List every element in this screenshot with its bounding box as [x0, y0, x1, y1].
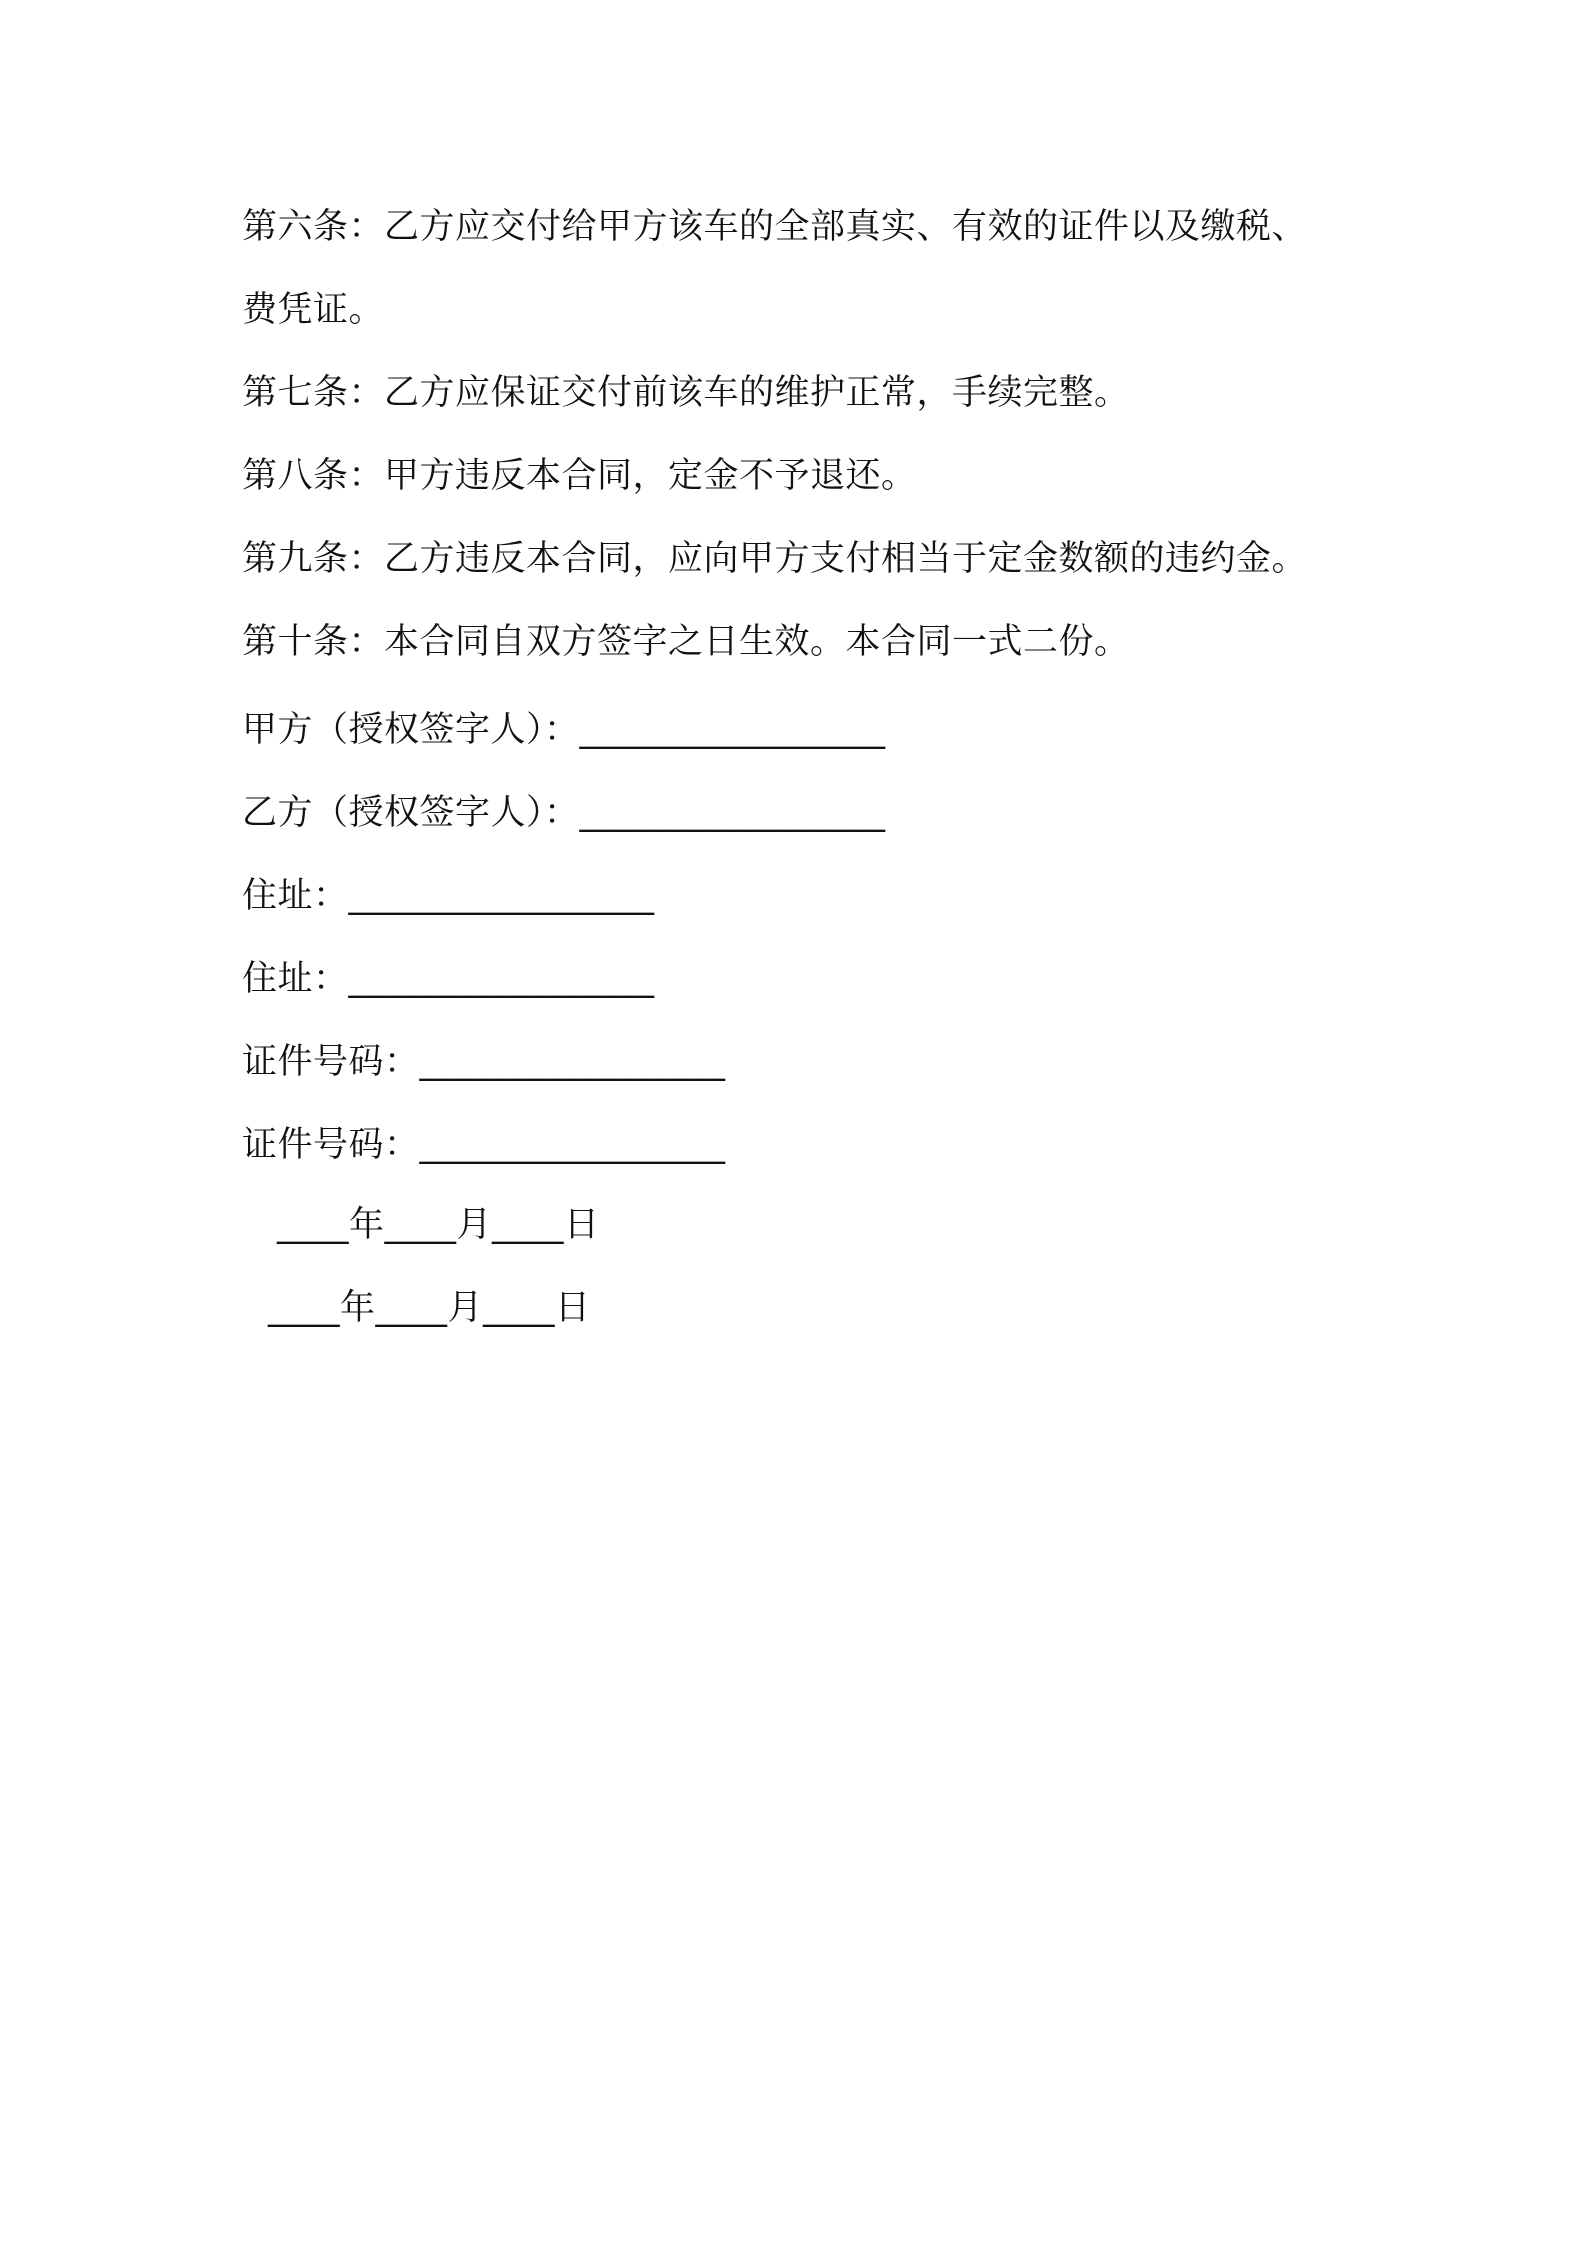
date-field-a: ____年____月____日	[277, 1205, 600, 1245]
clause-6-line-2: 费凭证。	[242, 290, 385, 330]
date-field-b: ____年____月____日	[268, 1288, 591, 1328]
clause-9: 第九条：乙方违反本合同，应向甲方支付相当于定金数额的违约金。	[242, 539, 1308, 579]
address-field-b: 住址：_________________	[242, 959, 655, 999]
party-b-signer-field: 乙方（授权签字人）：_________________	[242, 793, 886, 833]
clause-7: 第七条：乙方应保证交付前该车的维护正常，手续完整。	[242, 373, 1130, 413]
address-field-a: 住址：_________________	[242, 876, 655, 916]
id-number-field-a: 证件号码：_________________	[242, 1042, 726, 1082]
party-a-signer-field: 甲方（授权签字人）：_________________	[242, 710, 886, 750]
clause-10: 第十条：本合同自双方签字之日生效。本合同一式二份。	[242, 622, 1130, 662]
clause-6-line-1: 第六条：乙方应交付给甲方该车的全部真实、有效的证件以及缴税、	[242, 207, 1308, 247]
clause-8: 第八条：甲方违反本合同，定金不予退还。	[242, 456, 917, 496]
id-number-field-b: 证件号码：_________________	[242, 1125, 726, 1165]
